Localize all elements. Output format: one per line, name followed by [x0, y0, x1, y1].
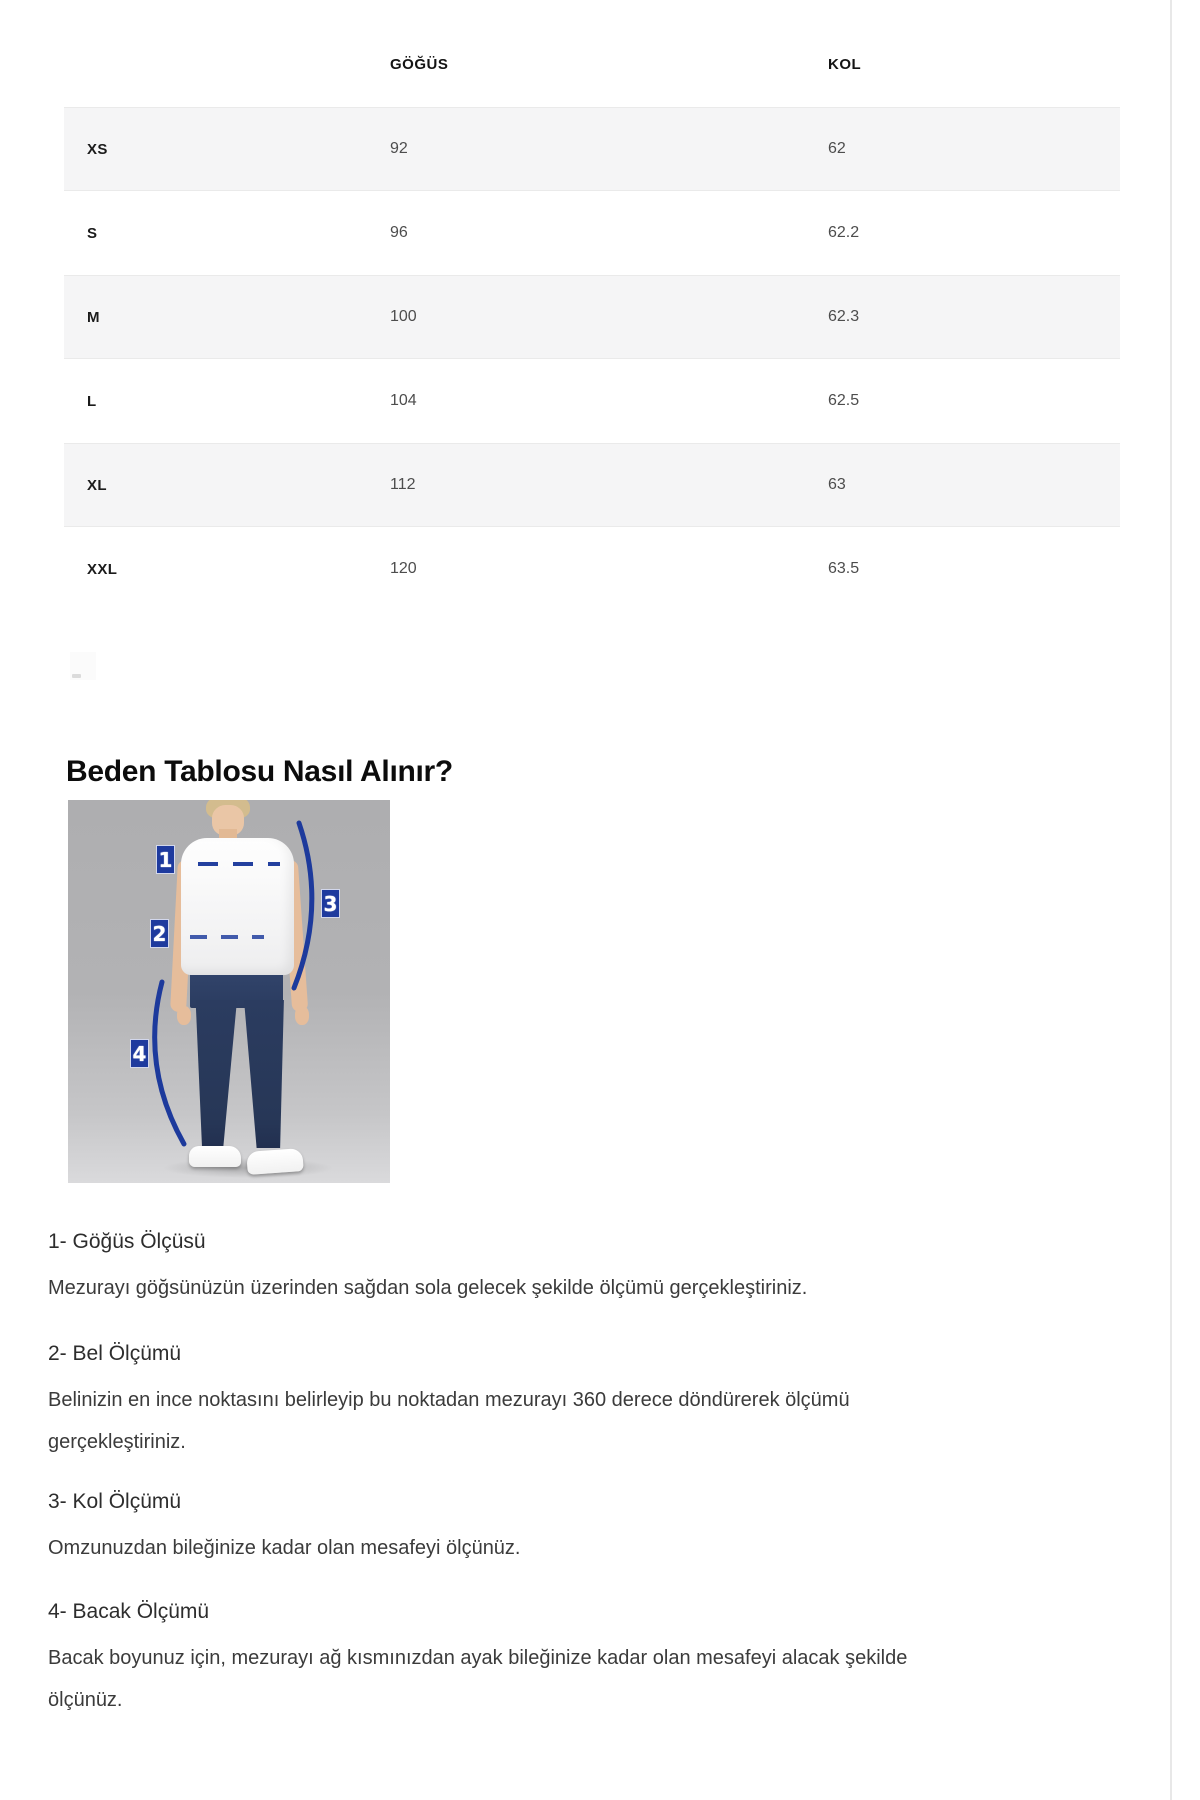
table-row — [64, 443, 1120, 527]
section-chest — [48, 1230, 988, 1309]
section-title: 3- Kol Ölçümü — [48, 1490, 182, 1513]
size-table — [64, 22, 1120, 611]
image-placeholder-artifact — [70, 652, 96, 680]
leg-length-curve — [155, 982, 184, 1144]
size-label: L — [87, 392, 97, 410]
size-label: XS — [87, 140, 108, 158]
arm-value: 63.5 — [828, 560, 860, 577]
guide-heading: Beden Tablosu Nasıl Alınır? — [66, 754, 453, 788]
chest-value: 100 — [390, 308, 417, 325]
arm-value: 62.3 — [828, 308, 860, 325]
section-title: 1- Göğüs Ölçüsü — [48, 1230, 206, 1253]
measurement-annotations — [68, 800, 390, 1183]
arm-value: 62.5 — [828, 392, 860, 409]
arm-length-curve — [294, 823, 312, 988]
size-label: M — [87, 308, 100, 326]
size-table-header-row — [64, 22, 1120, 107]
marker-1-badge: 1 — [156, 845, 175, 874]
table-row — [64, 191, 1120, 275]
section-title: 2- Bel Ölçümü — [48, 1342, 182, 1365]
chest-value: 112 — [390, 476, 416, 493]
arm-value: 62.2 — [828, 224, 860, 241]
table-row — [64, 359, 1120, 443]
chest-value: 96 — [390, 224, 408, 241]
size-label: XXL — [87, 560, 118, 578]
scrollbar-track[interactable] — [1170, 0, 1172, 1800]
section-body: Mezurayı göğsünüzün üzerinden sağdan sola gelecek şekilde ölçümü gerçekleştiriniz. — [48, 1277, 808, 1299]
size-label: XL — [87, 476, 107, 494]
section-arm — [48, 1490, 988, 1569]
arm-column-header: KOL — [828, 56, 862, 73]
marker-2-badge: 2 — [150, 919, 169, 948]
chest-value: 92 — [390, 140, 408, 157]
section-body: Omzunuzdan bileğinize kadar olan mesafeyi ölçünüz. — [48, 1537, 521, 1559]
table-row — [64, 107, 1120, 191]
size-label: S — [87, 224, 98, 242]
section-title: 4- Bacak Ölçümü — [48, 1600, 210, 1623]
marker-3-badge: 3 — [321, 889, 340, 918]
arm-value: 62 — [828, 140, 846, 157]
section-waist — [48, 1342, 988, 1463]
section-leg — [48, 1600, 988, 1721]
chest-value: 120 — [390, 560, 417, 577]
size-guide-image — [68, 800, 390, 1183]
table-row — [64, 527, 1120, 611]
arm-value: 63 — [828, 476, 846, 493]
section-body: Belinizin en ince noktasını belirleyip bu noktadan mezurayı 360 derece döndürerek ölçümü gerçekleştiriniz. — [48, 1389, 850, 1453]
section-body: Bacak boyunuz için, mezurayı ağ kısmınızdan ayak bileğinize kadar olan mesafeyi alacak şekilde ölçünüz. — [48, 1647, 908, 1711]
chest-column-header: GÖĞÜS — [390, 56, 449, 73]
marker-4-badge: 4 — [130, 1039, 149, 1068]
chest-value: 104 — [390, 392, 417, 409]
table-row — [64, 275, 1120, 359]
